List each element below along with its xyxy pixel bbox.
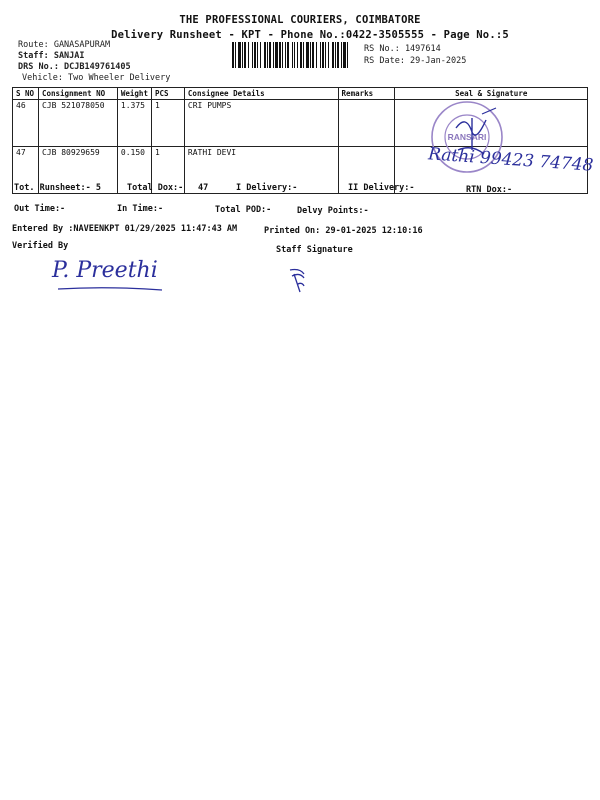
barcode-graphic: [232, 42, 348, 68]
delvy-points: Delvy Points:-: [297, 206, 369, 216]
barcode: [232, 42, 348, 68]
total-dox-value: 47: [198, 183, 209, 193]
cell-sno: 46: [13, 100, 39, 147]
route-label: Route: GANASAPURAM: [18, 40, 111, 50]
total-dox-label: Total Dox:-: [127, 183, 184, 193]
col-consignee: Consignee Details: [184, 88, 338, 100]
col-consignment: Consignment NO: [38, 88, 117, 100]
runsheet-title: Delivery Runsheet - KPT - Phone No.:0422-3505555 - Page No.:5: [111, 29, 509, 41]
verified-by-label: Verified By: [12, 241, 69, 251]
cell-consignment: CJB 80929659: [38, 147, 117, 194]
col-seal-signature: Seal & Signature: [395, 88, 588, 100]
verified-signature: P. Preethi: [52, 258, 158, 283]
staff-signature-scribble: [284, 266, 314, 294]
rs-number: RS No.: 1497614: [364, 44, 441, 54]
out-time: Out Time:-: [14, 204, 66, 214]
ii-delivery: II Delivery:-: [348, 183, 415, 193]
printed-on: Printed On: 29-01-2025 12:10:16: [264, 226, 423, 236]
cell-remarks: [338, 100, 395, 147]
cell-consignee: CRI PUMPS: [184, 100, 338, 147]
col-pcs: PCS: [151, 88, 184, 100]
cell-weight: 1.375: [117, 100, 151, 147]
entered-by: Entered By :NAVEENKPT 01/29/2025 11:47:43 AM: [12, 224, 238, 234]
cell-pcs: 1: [151, 147, 184, 194]
staff-signature-label: Staff Signature: [276, 245, 353, 255]
rs-date: RS Date: 29-Jan-2025: [364, 56, 467, 66]
tot-runsheet: Tot. Runsheet:- 5: [14, 183, 101, 193]
i-delivery: I Delivery:-: [236, 183, 298, 193]
col-remarks: Remarks: [338, 88, 395, 100]
seal-text: RANSARI: [447, 132, 487, 142]
col-weight: Weight: [117, 88, 151, 100]
signature-underline: [56, 284, 166, 292]
rtn-dox: RTN Dox:-: [466, 185, 513, 195]
cell-pcs: 1: [151, 100, 184, 147]
vehicle-label: Vehicle: Two Wheeler Delivery: [22, 73, 171, 83]
total-pod: Total POD:-: [215, 205, 272, 215]
col-sno: S NO: [13, 88, 39, 100]
drs-number: DRS No.: DCJB149761405: [18, 62, 131, 72]
cell-consignment: CJB 521078050: [38, 100, 117, 147]
handwritten-note: Rathi 99423 74748: [427, 144, 595, 176]
staff-label: Staff: SANJAI: [18, 51, 85, 61]
company-title: THE PROFESSIONAL COURIERS, COIMBATORE: [179, 14, 421, 26]
cell-consignee: RATHI DEVI: [184, 147, 338, 194]
in-time: In Time:-: [117, 204, 164, 214]
cell-weight: 0.150: [117, 147, 151, 194]
cell-sno: 47: [13, 147, 39, 194]
